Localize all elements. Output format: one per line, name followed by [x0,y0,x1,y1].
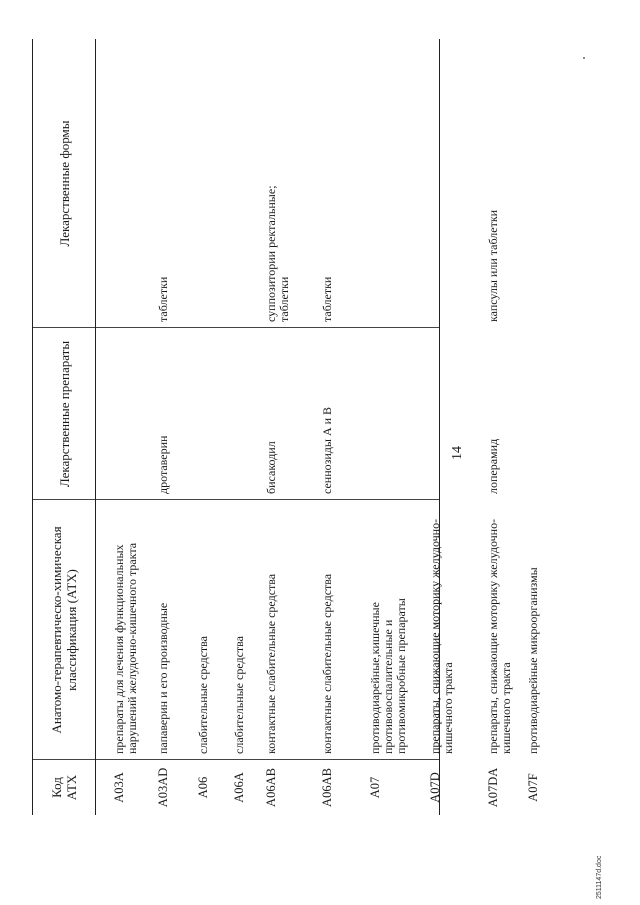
cell-drug-line: дротаверин [156,435,170,494]
cell-drug-line: лоперамид [486,438,500,494]
cell-form [265,122,291,322]
cell-classification-line: препараты, снижающие моторику желудочно- [428,518,442,754]
cell-classification-line: препараты для лечения функциональных [112,544,126,754]
cell-classification-line: нарушений желудочно-кишечного тракта [125,542,139,754]
cell-classification-line: кишечного тракта [441,662,455,754]
cell-drug-line: сеннозиды А и В [320,406,334,494]
cell-code: A06 [196,776,210,799]
cell-classification [233,506,246,754]
cell-classification [265,506,278,754]
cell-classification-line: препараты, снижающие моторику желудочно- [486,518,500,754]
cell-form-line: суппозитории ректальные; [264,185,278,322]
cell-code: A07F [526,773,540,802]
table-header-row [33,39,96,815]
cell-classification-line: противомикробные препараты [394,598,408,754]
cell-form [321,122,334,322]
cell-form [487,122,500,322]
cell-classification [321,506,334,754]
cell-classification [487,506,513,754]
page-number: 14 [450,446,465,460]
cell-classification [157,506,170,754]
cell-classification-line: папаверин и его производные [156,602,170,754]
cell-form-line: капсулы или таблетки [486,209,500,322]
cell-code: A06A [232,772,246,803]
cell-classification [429,506,455,754]
scan-speck [583,57,585,59]
cell-form-line: таблетки [156,276,170,322]
cell-code: A07 [368,776,382,799]
cell-drug-line: бисакодил [264,441,278,494]
document-footer: 2511147d.doc [596,855,603,899]
cell-classification [113,506,139,754]
cell-form [157,122,170,322]
cell-classification-line: слабительные средства [232,635,246,754]
header-forms: Лекарственные формы [56,120,72,247]
cell-classification-line: противодиарейные,кишечные [368,602,382,754]
cell-classification-line: противодиарейные микроорганизмы [526,567,540,754]
cell-classification [369,506,408,754]
cell-classification-line: слабительные средства [196,635,210,754]
cell-drug [157,332,170,494]
cell-drug [487,332,500,494]
cell-classification-line: кишечного тракта [499,662,513,754]
header-classification: Анатомо-терапевтическо-химическая классификация (АТХ) [49,526,79,734]
cell-classification-line: контактные слабительные средства [264,573,278,754]
header-drugs: Лекарственные препараты [56,340,72,488]
cell-code: A06AB [264,768,278,807]
cell-code: A07D [428,772,442,803]
header-code: Код АТХ [49,774,79,801]
cell-drug [321,332,334,494]
cell-code: A03A [112,772,126,803]
cell-code: A07DA [486,767,500,808]
cell-classification [197,506,210,754]
cell-form-line: таблетки [320,276,334,322]
cell-drug [265,332,278,494]
cell-classification-line: противовоспалительные и [381,619,395,754]
cell-classification-line: контактные слабительные средства [320,573,334,754]
cell-code: A06AB [320,768,334,807]
cell-form-line: таблетки [277,276,291,322]
cell-code: A03AD [156,767,170,808]
cell-classification [527,506,540,754]
